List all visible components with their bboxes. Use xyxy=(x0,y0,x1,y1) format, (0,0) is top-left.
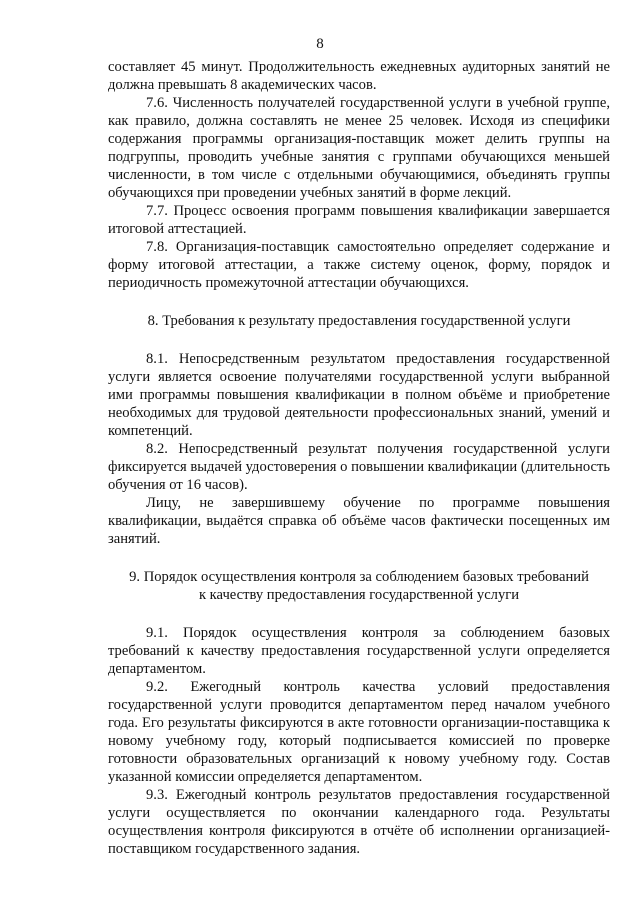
paragraph-8-1: 8.1. Непосредственным результатом предоставления государственной услуги является освоение получателями государственной услуги выбранной ими программы повышения квалификации в полном объёме и приобретение необходимых для трудовой деятельности профессиональных знаний, умений и компетенций. xyxy=(108,351,610,439)
page-number: 8 xyxy=(316,36,324,52)
paragraph-8-note: Лицу, не завершившему обучение по программе повышения квалификации, выдаётся справка об объёме часов фактически посещенных им занятий. xyxy=(108,495,610,547)
paragraph-9-2: 9.2. Ежегодный контроль качества условий предоставления государственной услуги проводится департаментом перед началом учебного года. Его результаты фиксируются в акте готовности организации-поставщика к новому учебному году, который подписывается комиссией по проверке готовности образовательных организаций к новому учебному году. Состав указанной комиссии определяется департаментом. xyxy=(108,679,610,785)
paragraph-9-1: 9.1. Порядок осуществления контроля за соблюдением базовых требований к качеству предоставления государственной услуги определяется департаментом. xyxy=(108,625,610,677)
section-9-heading: 9. Порядок осуществления контроля за соблюдением базовых требований к качеству предоставления государственной услуги xyxy=(129,569,589,603)
section-8-heading: 8. Требования к результату предоставления государственной услуги xyxy=(147,313,571,329)
paragraph-7-6: 7.6. Численность получателей государственной услуги в учебной группе, как правило, должна составлять не менее 25 человек. Исходя из специфики содержания программы организация-поставщик может делить группы на подгруппы, проводить учебные занятия с группами обучающихся меньшей численности, в том числе с отдельными обучающимися, объединять группы обучающихся при проведении учебных занятий в форме лекций. xyxy=(108,95,610,201)
paragraph-7-7: 7.7. Процесс освоения программ повышения квалификации завершается итоговой аттестацией. xyxy=(108,203,610,237)
paragraph-8-2: 8.2. Непосредственный результат получения государственной услуги фиксируется выдачей удостоверения о повышении квалификации (длительность обучения от 16 часов). xyxy=(108,441,610,493)
document-body xyxy=(108,58,610,858)
paragraph-7-5-continuation: составляет 45 минут. Продолжительность ежедневных аудиторных занятий не должна превышать 8 академических часов. xyxy=(108,59,610,93)
paragraph-9-3: 9.3. Ежегодный контроль результатов предоставления государственной услуги осуществляется по окончании календарного года. Результаты осуществления контроля фиксируются в отчёте об исполнении организацией-поставщиком государственного задания. xyxy=(108,787,610,857)
paragraph-7-8: 7.8. Организация-поставщик самостоятельно определяет содержание и форму итоговой аттестации, а также систему оценок, форму, порядок и периодичность промежуточной аттестации обучающихся. xyxy=(108,239,610,291)
